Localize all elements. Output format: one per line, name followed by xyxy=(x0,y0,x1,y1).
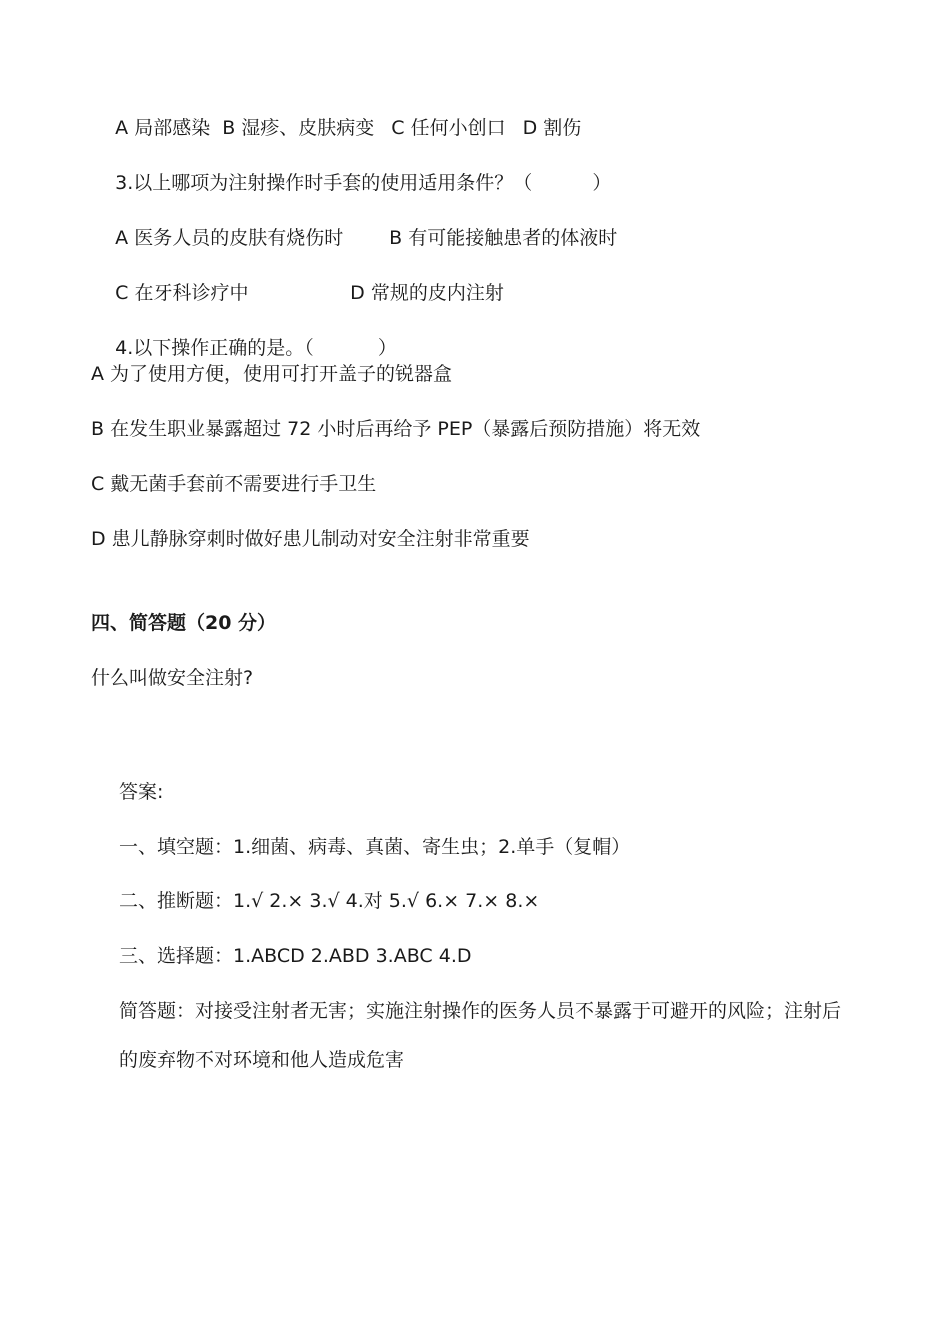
section4-question: 什么叫做安全注射? xyxy=(91,667,254,689)
q3-close-paren: ） xyxy=(592,172,612,194)
q3-option-a: A 医务人员的皮肤有烧伤时 xyxy=(115,227,344,249)
q4-close-paren: ） xyxy=(377,337,397,359)
answers-short-line2: 的废弃物不对环境和他人造成危害 xyxy=(119,1049,405,1071)
q3-option-b: B 有可能接触患者的体液时 xyxy=(389,227,618,249)
q3-option-c: C 在牙科诊疗中 xyxy=(115,282,249,304)
q3-stem: 3.以上哪项为注射操作时手套的使用适用条件？（ xyxy=(115,172,533,194)
answers-label: 答案: xyxy=(119,781,164,803)
answers-short-line1: 简答题：对接受注射者无害；实施注射操作的医务人员不暴露于可避开的风险；注射后 xyxy=(119,1000,842,1022)
answers-fill-blank: 一、填空题：1.细菌、病毒、真菌、寄生虫；2.单手（复帽） xyxy=(119,836,631,858)
q3-option-d: D 常规的皮内注射 xyxy=(350,282,504,304)
section4-heading: 四、简答题（20 分） xyxy=(91,612,277,634)
q4-option-b: B 在发生职业暴露超过 72 小时后再给予 PEP（暴露后预防措施）将无效 xyxy=(91,418,701,440)
answers-true-false: 二、推断题：1.√ 2.× 3.√ 4.对 5.√ 6.× 7.× 8.× xyxy=(119,890,540,912)
q4-stem: 4.以下操作正确的是。（ xyxy=(115,337,314,359)
q2-option-d: D 割伤 xyxy=(522,117,582,139)
q4-option-c: C 戴无菌手套前不需要进行手卫生 xyxy=(91,473,377,495)
q4-option-d: D 患儿静脉穿刺时做好患儿制动对安全注射非常重要 xyxy=(91,528,530,550)
q2-option-a: A 局部感染 xyxy=(115,117,211,139)
q2-option-b: B 湿疹、皮肤病变 xyxy=(222,117,375,139)
q4-option-a: A 为了使用方便，使用可打开盖子的锐器盒 xyxy=(91,363,453,385)
q2-option-c: C 任何小创口 xyxy=(391,117,506,139)
answers-choice: 三、选择题：1.ABCD 2.ABD 3.ABC 4.D xyxy=(119,945,472,967)
